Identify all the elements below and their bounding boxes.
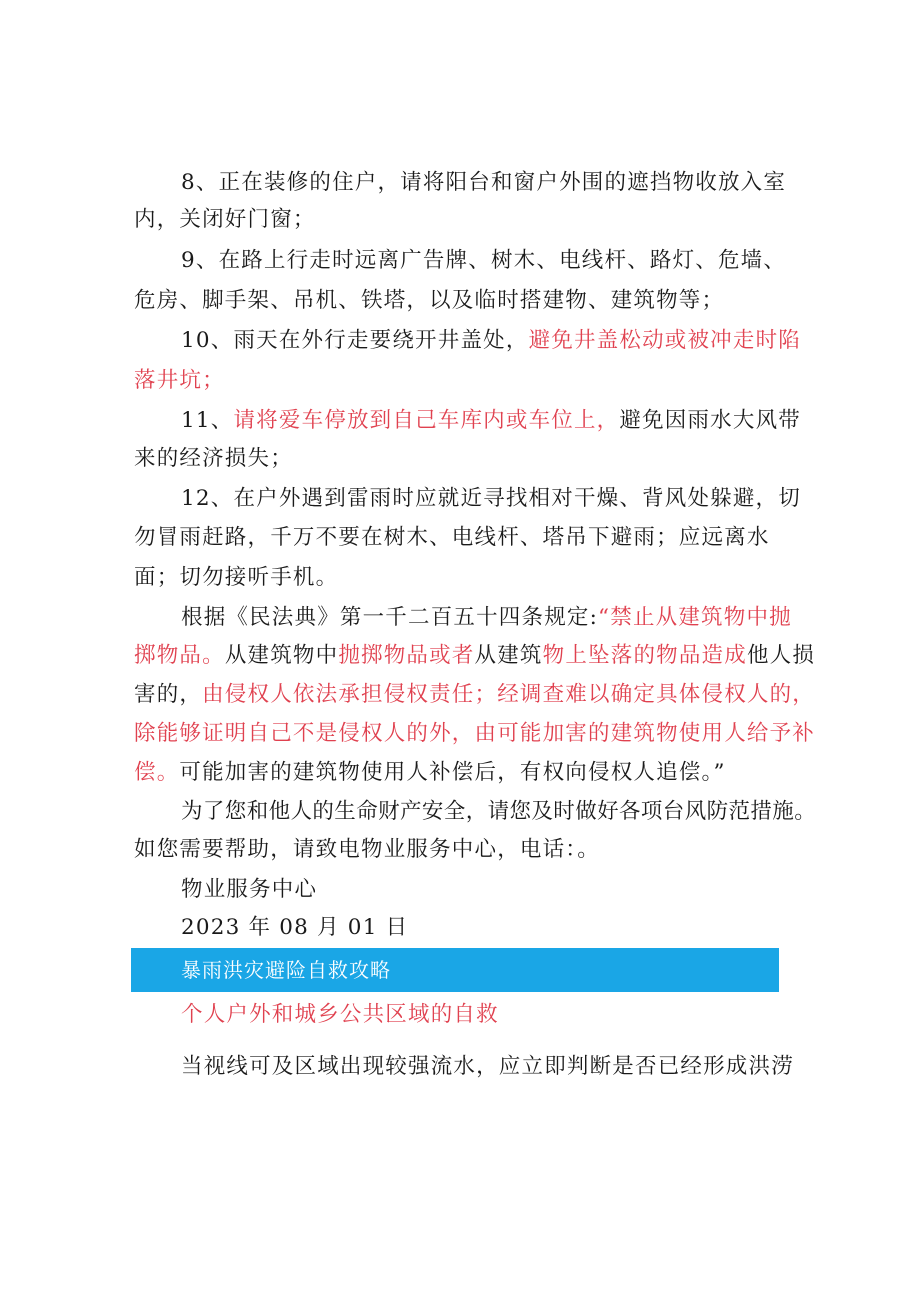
law-line-4 — [134, 719, 815, 749]
item-12-text-cont: 勿冒雨赶路，千万不要在树木、电线杆、塔吊下避雨；应远离水 — [134, 525, 770, 550]
law-quote-part: 除能够证明自己不是侵权人的外，由可能加害的建筑物使用人给予补 — [134, 721, 816, 746]
item-10-line-1 — [181, 326, 801, 356]
section-body-text: 当视线可及区域出现较强流水，应立即判断是否已经形成洪涝 — [181, 1054, 794, 1079]
item-12-text-end: 面；切勿接听手机。 — [134, 565, 339, 590]
item-11-number: 11、 — [181, 408, 234, 433]
item-11-text-cont: 来的经济损失； — [134, 446, 293, 471]
section-heading-text: 个人户外和城乡公共区域的自救 — [181, 1002, 499, 1027]
date-text: 2023 年 08 月 01 日 — [181, 915, 409, 940]
item-9-text-cont: 危房、脚手架、吊机、铁塔，以及临时搭建物、建筑物等； — [134, 288, 725, 313]
closing-contact: 如您需要帮助，请致电物业服务中心，电话：。 — [134, 837, 600, 862]
section-banner — [131, 948, 779, 992]
law-line-5 — [134, 758, 726, 788]
banner-title: 暴雨洪灾避险自救攻略 — [181, 958, 391, 982]
item-11-text: 避免因雨水大风带 — [619, 408, 801, 433]
law-quote-part: 物上坠落的物品造成 — [542, 643, 747, 668]
item-8-text-cont: 内，关闭好门窗； — [134, 207, 316, 232]
law-quote-part: 偿。 — [134, 760, 180, 785]
item-11-line-1 — [181, 406, 801, 436]
item-10-line-2 — [134, 366, 225, 396]
item-12-line-2 — [134, 523, 770, 553]
item-10-highlight: 避免井盖松动或被冲走时陷 — [528, 328, 801, 353]
item-9-line-1 — [181, 246, 786, 276]
law-quote-part: 掷物品。 — [134, 643, 225, 668]
law-quote-start: “禁止从建筑物中抛 — [598, 605, 792, 630]
law-line-3 — [134, 680, 815, 710]
item-12-line-1 — [181, 484, 801, 514]
item-12-line-3 — [134, 563, 338, 593]
date — [181, 913, 408, 943]
closing-line-2 — [134, 835, 600, 865]
signature — [181, 875, 317, 905]
law-line-1 — [181, 603, 792, 633]
law-line-2 — [134, 641, 815, 671]
item-12-text: 12、在户外遇到雷雨时应就近寻找相对干燥、背风处躲避，切 — [181, 486, 801, 511]
law-text-part: 害的， — [134, 682, 203, 707]
closing-line-1 — [181, 797, 816, 827]
law-text-part: 从建筑 — [474, 643, 543, 668]
item-9-text: 9、在路上行走时远离广告牌、树木、电线杆、路灯、危墙、 — [181, 248, 787, 273]
section-heading — [181, 1000, 499, 1030]
section-body-line-1 — [181, 1052, 794, 1082]
law-quote-part: 抛掷物品或者 — [338, 643, 475, 668]
law-intro: 根据《民法典》第一千二百五十四条规定: — [181, 605, 599, 630]
item-11-line-2 — [134, 444, 293, 474]
law-text-part: 可能加害的建筑物使用人补偿后，有权向侵权人追偿。” — [179, 760, 726, 785]
item-10-highlight-cont: 落井坑； — [134, 368, 225, 393]
closing-text: 为了您和他人的生命财产安全，请您及时做好各项台风防范措施。 — [181, 799, 817, 824]
item-8-text: 8、正在装修的住户，请将阳台和窗户外围的遮挡物收放入室 — [181, 170, 787, 195]
item-10-text: 10、雨天在外行走要绕开井盖处， — [181, 328, 529, 353]
law-text-part: 他人损 — [746, 643, 816, 668]
item-9-line-2 — [134, 286, 724, 316]
item-11-highlight: 请将爱车停放到自己车库内或车位上， — [233, 408, 620, 433]
item-8-line-2 — [134, 205, 316, 235]
law-text-part: 从建筑物中 — [224, 643, 339, 668]
signature-text: 物业服务中心 — [181, 877, 318, 902]
item-8-line-1 — [181, 168, 786, 198]
law-quote-part: 由侵权人依法承担侵权责任；经调查难以确定具体侵权人的， — [202, 682, 816, 707]
